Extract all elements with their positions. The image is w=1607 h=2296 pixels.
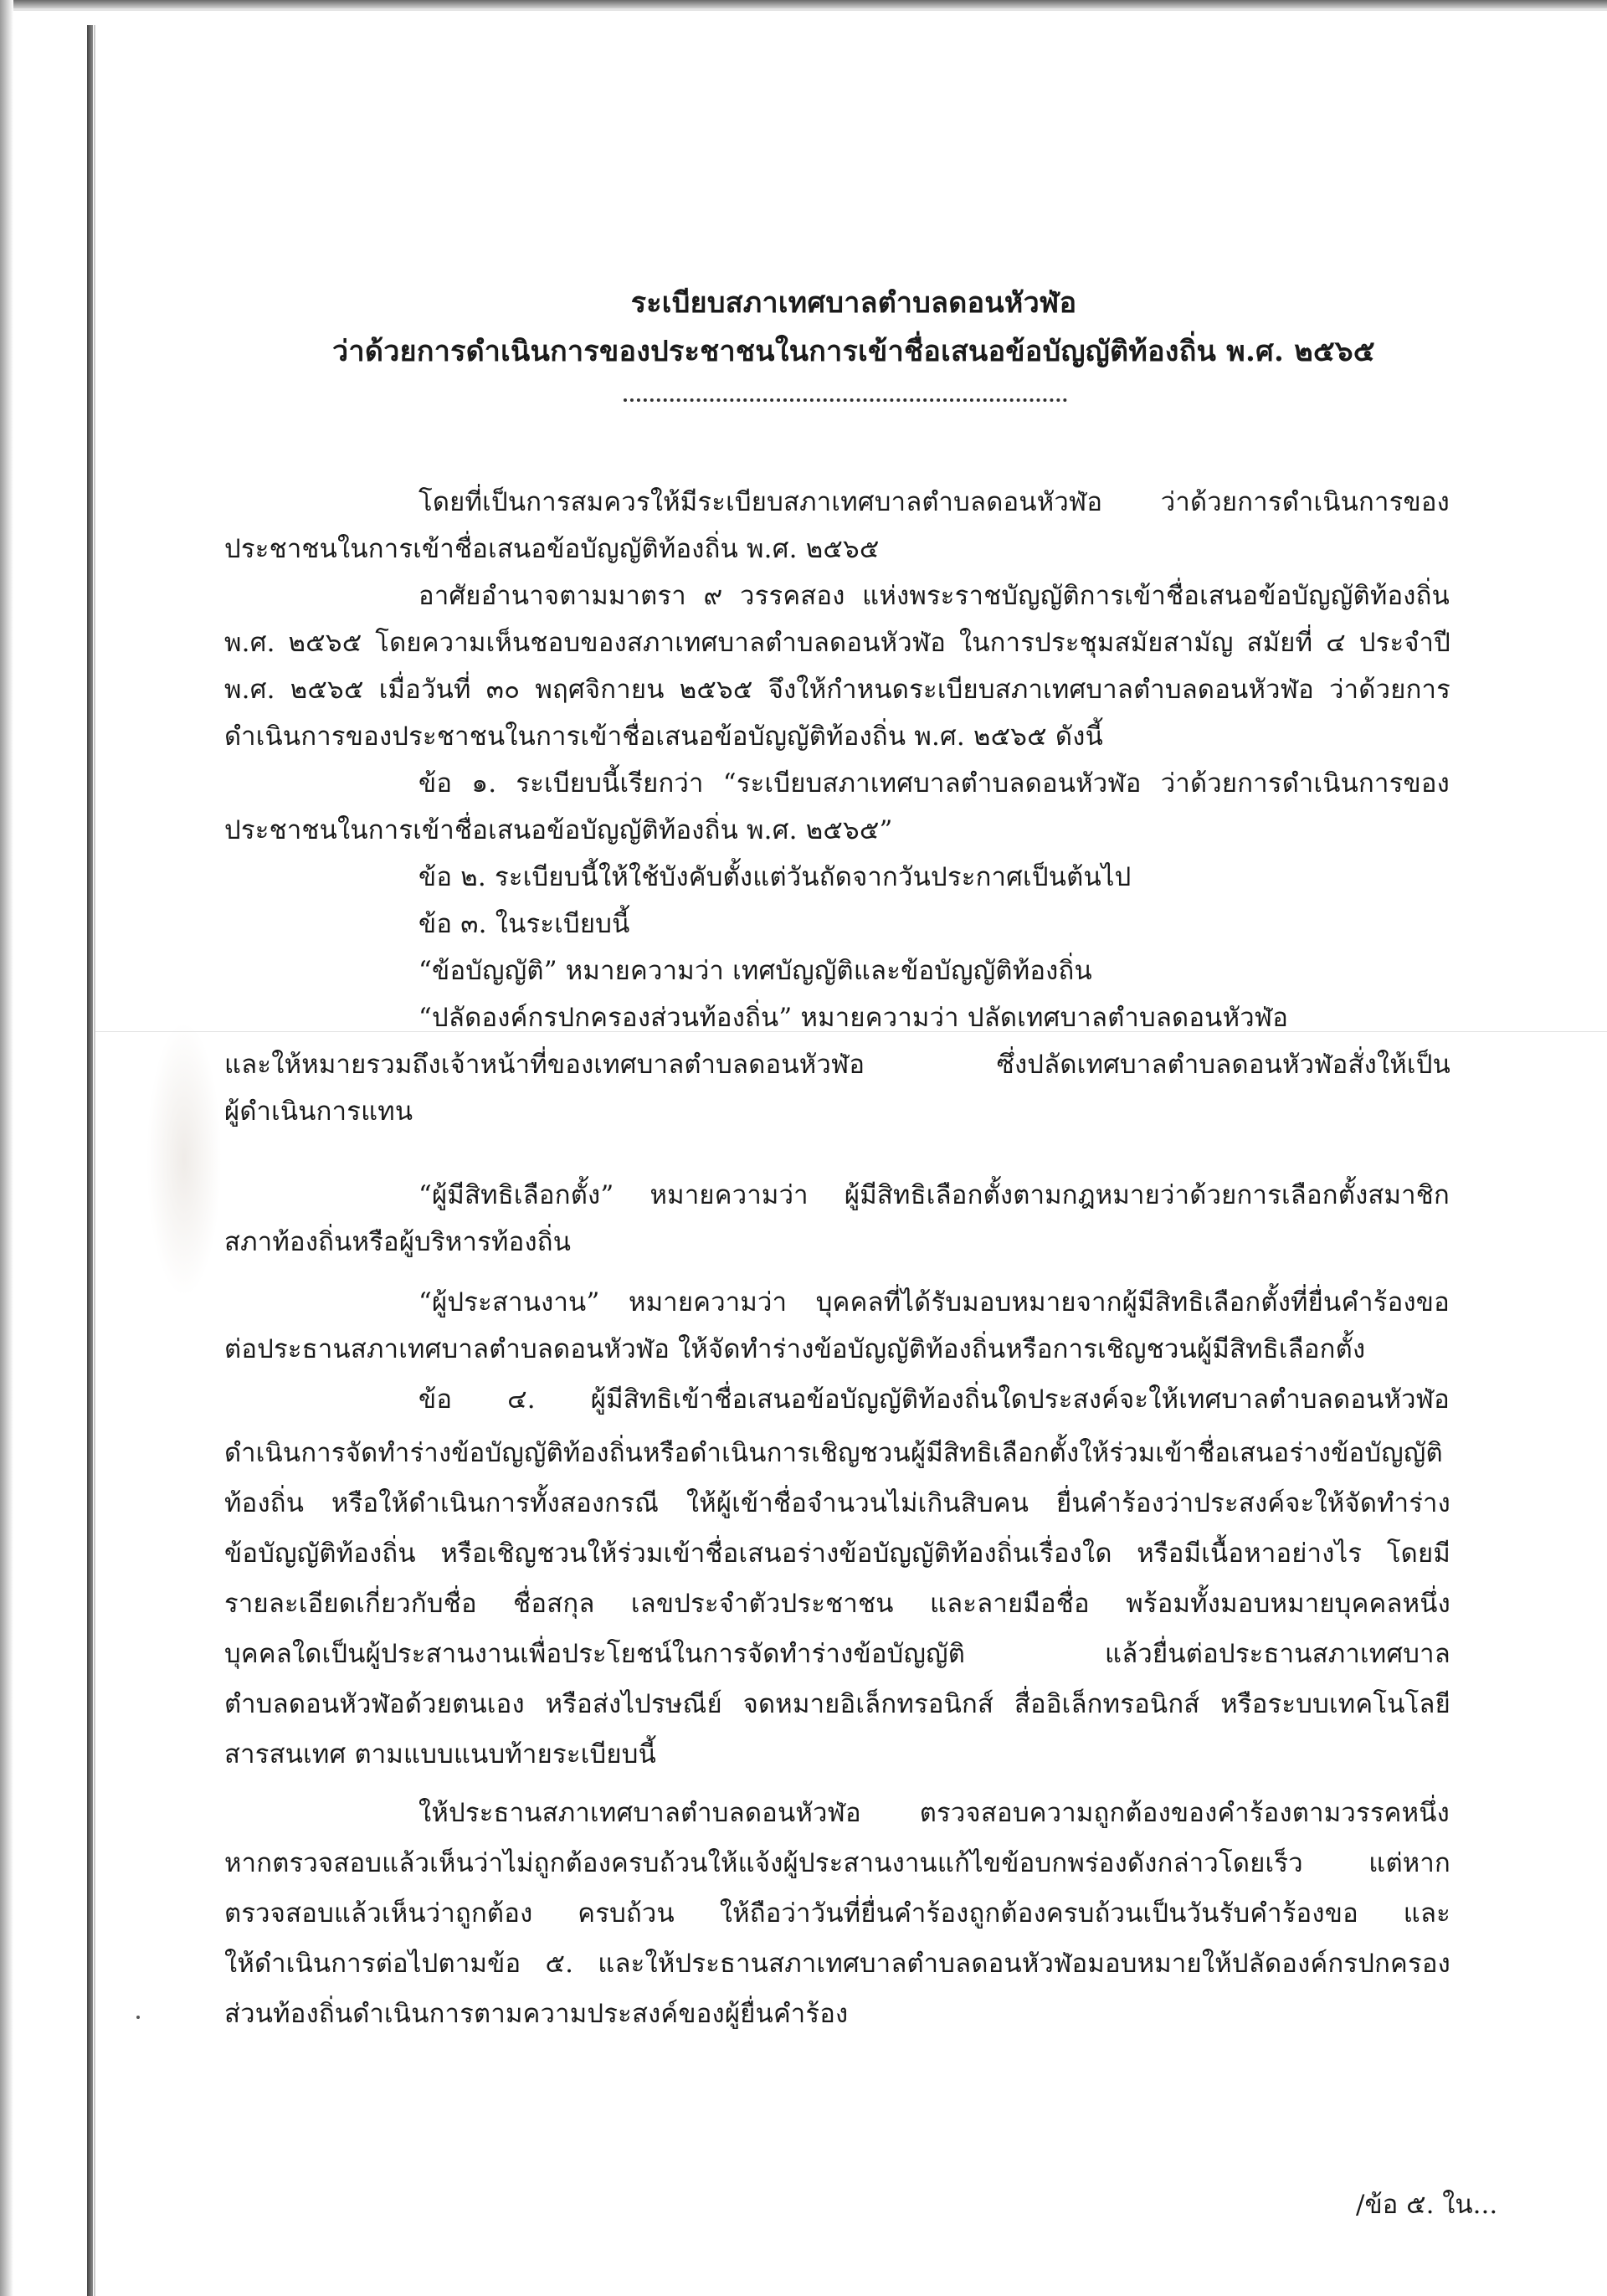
definition-voter-line-2: สภาท้องถิ่นหรือผู้บริหารท้องถิ่น <box>224 1227 572 1257</box>
clause-3: ข้อ ๓. ในระเบียบนี้ <box>418 909 630 939</box>
title-dotted-separator <box>624 393 1067 402</box>
clause-4-line-2: ดำเนินการจัดทำร่างข้อบัญญัติท้องถิ่นหรือดำเนินการเชิญชวนผู้มีสิทธิเลือกตั้งให้ร่วมเข้าชื่อเสนอร่างข้อบัญญัติ <box>224 1438 1443 1468</box>
document-title: ระเบียบสภาเทศบาลตำบลดอนหัวฬ่อ <box>630 286 1077 320</box>
binding-margin-shadow <box>94 25 95 2296</box>
clause-4-line-5: รายละเอียดเกี่ยวกับชื่อ ชื่อสกุล เลขประจำตัวประชาชน และลายมือชื่อ พร้อมทั้งมอบหมายบุคคลหนึ่ง <box>224 1589 1450 1619</box>
clause-4-line-6: บุคคลใดเป็นผู้ประสานงานเพื่อประโยชน์ในการจัดทำร่างข้อบัญญัติ แล้วยื่นต่อประธานสภาเทศบาล <box>224 1639 1450 1669</box>
clause-1-line-1: ข้อ ๑. ระเบียบนี้เรียกว่า “ระเบียบสภาเทศบาลตำบลดอนหัวฬ่อ ว่าด้วยการดำเนินการของ <box>418 768 1450 799</box>
clause-4-para-2-line-2: หากตรวจสอบแล้วเห็นว่าไม่ถูกต้องครบถ้วนให้แจ้งผู้ประสานงานแก้ไขข้อบกพร่องดังกล่าวโดยเร็ว แต่หาก <box>224 1848 1450 1878</box>
scan-speck <box>136 2016 140 2019</box>
scan-top-edge <box>0 0 1607 8</box>
clause-1-line-2: ประชาชนในการเข้าชื่อเสนอข้อบัญญัติท้องถิ่น พ.ศ. ๒๕๖๕” <box>224 815 893 845</box>
authority-line-2: พ.ศ. ๒๕๖๕ โดยความเห็นชอบของสภาเทศบาลตำบลดอนหัวฬ่อ ในการประชุมสมัยสามัญ สมัยที่ ๔ ประจำปี <box>224 628 1450 658</box>
preamble-line-1: โดยที่เป็นการสมควรให้มีระเบียบสภาเทศบาลตำบลดอนหัวฬ่อ ว่าด้วยการดำเนินการของ <box>418 487 1450 517</box>
clause-4-line-8: สารสนเทศ ตามแบบแนบท้ายระเบียบนี้ <box>224 1739 657 1770</box>
clause-4-line-4: ข้อบัญญัติท้องถิ่น หรือเชิญชวนให้ร่วมเข้าชื่อเสนอร่างข้อบัญญัติท้องถิ่นเรื่องใด หรือมีเนื้อหาอย่างไร โดยมี <box>224 1538 1450 1569</box>
definition-local-clerk-line-2: และให้หมายรวมถึงเจ้าหน้าที่ของเทศบาลตำบลดอนหัวฬ่อ ซึ่งปลัดเทศบาลตำบลดอนหัวฬ่อสั่งให้เป็น <box>224 1050 1450 1080</box>
continuation-marker: /ข้อ ๕. ใน... <box>1356 2190 1498 2220</box>
clause-2: ข้อ ๒. ระเบียบนี้ให้ใช้บังคับตั้งแต่วันถัดจากวันประกาศเป็นต้นไป <box>418 862 1132 892</box>
clause-4-para-2-line-4: ให้ดำเนินการต่อไปตามข้อ ๕. และให้ประธานสภาเทศบาลตำบลดอนหัวฬ่อมอบหมายให้ปลัดองค์กรปกครอง <box>224 1949 1450 1979</box>
scan-left-edge <box>0 0 13 2296</box>
document-subtitle: ว่าด้วยการดำเนินการของประชาชนในการเข้าชื่อเสนอข้อบัญญัติท้องถิ่น พ.ศ. ๒๕๖๕ <box>332 335 1375 368</box>
clause-4-para-2-line-1: ให้ประธานสภาเทศบาลตำบลดอนหัวฬ่อ ตรวจสอบความถูกต้องของคำร้องตามวรรคหนึ่ง <box>418 1798 1450 1828</box>
definition-bylaw: “ข้อบัญญัติ” หมายความว่า เทศบัญญัติและข้อบัญญัติท้องถิ่น <box>418 956 1092 986</box>
clause-4-para-2-line-5: ส่วนท้องถิ่นดำเนินการตามความประสงค์ของผู้ยื่นคำร้อง <box>224 1999 849 2029</box>
clause-4-line-1: ข้อ ๔. ผู้มีสิทธิเข้าชื่อเสนอข้อบัญญัติท้องถิ่นใดประสงค์จะให้เทศบาลตำบลดอนหัวฬ่อ <box>418 1384 1450 1415</box>
clause-4-line-7: ตำบลดอนหัวฬ่อด้วยตนเอง หรือส่งไปรษณีย์ จดหมายอิเล็กทรอนิกส์ สื่ออิเล็กทรอนิกส์ หรือระบบเทคโนโลยี <box>224 1689 1450 1719</box>
ink-bleed-through <box>146 1021 222 1297</box>
preamble-line-2: ประชาชนในการเข้าชื่อเสนอข้อบัญญัติท้องถิ่น พ.ศ. ๒๕๖๕ <box>224 534 880 564</box>
scan-top-edge-shadow <box>0 8 1607 11</box>
authority-line-3: พ.ศ. ๒๕๖๕ เมื่อวันที่ ๓๐ พฤศจิกายน ๒๕๖๕ จึงให้กำหนดระเบียบสภาเทศบาลตำบลดอนหัวฬ่อ ว่าด้วยการ <box>224 675 1450 705</box>
definition-coordinator-line-2: ต่อประธานสภาเทศบาลตำบลดอนหัวฬ่อ ให้จัดทำร่างข้อบัญญัติท้องถิ่นหรือการเชิญชวนผู้มีสิทธิเลือกตั้ง <box>224 1334 1366 1364</box>
binding-margin-line <box>87 25 93 2296</box>
definition-local-clerk-line-3: ผู้ดำเนินการแทน <box>224 1097 413 1127</box>
definition-voter-line-1: “ผู้มีสิทธิเลือกตั้ง” หมายความว่า ผู้มีสิทธิเลือกตั้งตามกฎหมายว่าด้วยการเลือกตั้งสมาชิก <box>418 1180 1450 1210</box>
definition-local-clerk-line-1: “ปลัดองค์กรปกครองส่วนท้องถิ่น” หมายความว่า ปลัดเทศบาลตำบลดอนหัวฬ่อ <box>418 1003 1289 1033</box>
clause-4-para-2-line-3: ตรวจสอบแล้วเห็นว่าถูกต้อง ครบถ้วน ให้ถือว่าวันที่ยื่นคำร้องถูกต้องครบถ้วนเป็นวันรับคำร้องขอ และ <box>224 1898 1450 1929</box>
clause-4-line-3: ท้องถิ่น หรือให้ดำเนินการทั้งสองกรณี ให้ผู้เข้าชื่อจำนวนไม่เกินสิบคน ยื่นคำร้องว่าประสงค์จะให้จัดทำร่าง <box>224 1488 1450 1518</box>
authority-line-1: อาศัยอำนาจตามมาตรา ๙ วรรคสอง แห่งพระราชบัญญัติการเข้าชื่อเสนอข้อบัญญัติท้องถิ่น <box>418 581 1450 611</box>
authority-line-4: ดำเนินการของประชาชนในการเข้าชื่อเสนอข้อบัญญัติท้องถิ่น พ.ศ. ๒๕๖๕ ดังนี้ <box>224 722 1103 752</box>
definition-coordinator-line-1: “ผู้ประสานงาน” หมายความว่า บุคคลที่ได้รับมอบหมายจากผู้มีสิทธิเลือกตั้งที่ยื่นคำร้องขอ <box>418 1287 1450 1318</box>
